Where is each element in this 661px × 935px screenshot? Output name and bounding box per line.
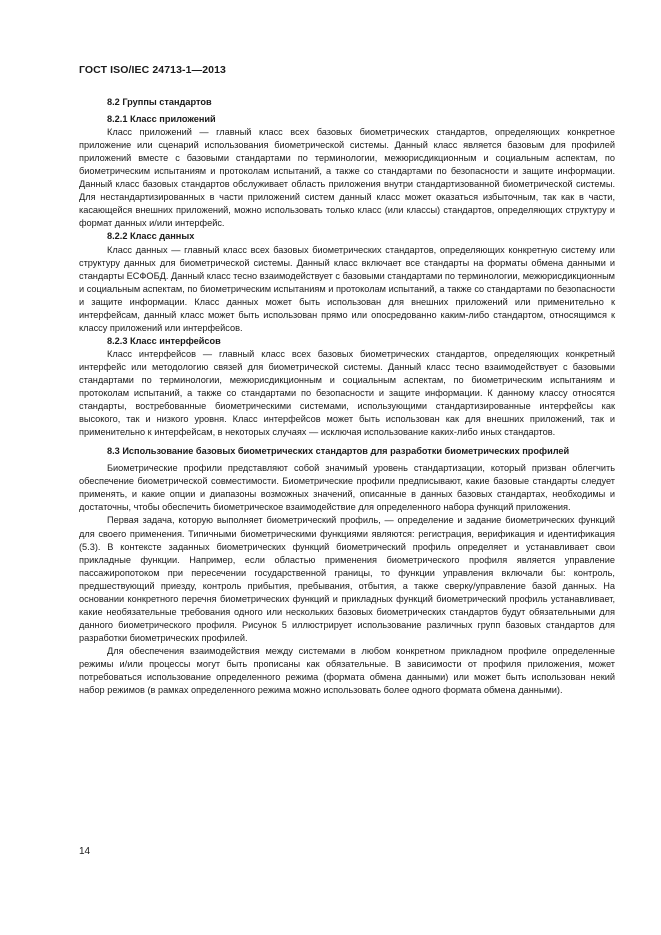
subsection-heading-8-2-1: 8.2.1 Класс приложений [107,114,216,125]
paragraph-data-class: Класс данных — главный класс всех базовых биометрических стандартов, определяющих конкретную систему или структуру данных для биометрической системы. Данный класс включает все стандарты на форматы обмена данными и стандарты ЕСФОБД. Данный класс тесно взаимодействует с базовыми стандартами по терминологии, межюрисдикционным и социальным аспектам, по биометрическим испытаниям и протоколам испытаний, а также со стандартами по безопасности и защите информации. Класс данных может быть использован для внешних приложений или применительно к интерфейсам, данный класс может быть использован прямо или опосредованно каким-либо стандартом, относящимся к классу приложений или интерфейсов. [79,244,615,333]
paragraph-profiles-intro: Биометрические профили представляют собой значимый уровень стандартизации, который призван облегчить обеспечение биометрической совместимости. Биометрические профили предписывают, какие базовые стандарты следует применять, и какие опции и диапазоны возможных значений, описанные в данных базовых стандартах, необходимы и достаточны, чтобы обеспечить биометрическое взаимодействие для определенного набора функций приложения. [79,463,615,513]
subsection-heading-8-2-3: 8.2.3 Класс интерфейсов [107,335,221,346]
paragraph-profiles-functions: Первая задача, которую выполняет биометрический профиль, — определение и задание биометрических функций для своего применения. Типичными биометрическими функциями являются: регистрация, верификация и идентификация (5.3). В контексте заданных биометрических функций биометрический профиль определяет и устанавливает свои прикладные функции. Например, если областью применения биометрического профиля является управление пассажиропотоком при пересечении государственной границы, то функции управления включали бы: контроль, предшествующий приезду, контроль прибытия, пребывания, отбытия, а также сверку/управление базой данных. На основании конкретного перечня биометрических функций и прикладных функций биометрический профиль устанавливает, какие необязательные требования одного или нескольких базовых биометрических стандартов будут обязательными для данного биометрического профиля. Рисунок 5 иллюстрирует использование различных групп базовых стандартов для разработки биометрических профилей. [79,515,615,643]
page-body [79,96,615,697]
section-heading-8-2: 8.2 Группы стандартов [107,97,212,107]
paragraph-interface-class: Класс интерфейсов — главный класс всех базовых биометрических стандартов, определяющих конкретный интерфейс или методологию связей для биометрической системы. Данный класс тесно взаимодействует с базовыми стандартами по терминологии, межюрисдикционным и социальным аспектам, по биометрическим испытаниям и протоколам испытаний, а также со стандартами по безопасности и защите информации. К данному классу относятся стандарты, востребованные биометрическими системами, использующими стандартизированные интерфейсы как высокого, так и низкого уровня. Класс интерфейсов может быть использован как для внешних приложений, так и применительно к интерфейсам, в некоторых случаях — исключая использование каких-либо иных стандартов. [79,348,615,438]
page-number: 14 [79,846,91,857]
paragraph-application-class: Класс приложений — главный класс всех базовых биометрических стандартов, определяющих конкретное приложение или сценарий использования биометрической системы. Данный класс является базовым для профилей приложений вместе с базовыми стандартами по терминологии, межюрисдикционным и социальным аспектам, по биометрическим испытаниям и протоколам испытаний, а также со стандартами по безопасности и защите информации. Данный класс базовых стандартов обслуживает область приложения внутри стандартизованной биометрической системы. Для нестандартизированных в части приложений систем данный класс может оказаться избыточным, так как в части, касающейся внешних приложений, можно использовать только класс (или классы) стандартов, определяющих структуру и формат данных и/или интерфейс. [79,127,615,229]
running-header: ГОСТ ISO/IEC 24713-1—2013 [79,64,226,76]
subsection-heading-8-2-2: 8.2.2 Класс данных [107,231,195,242]
paragraph-profiles-interaction: Для обеспечения взаимодействия между системами в любом конкретном прикладном профиле определенные режимы и/или процессы могут быть прописаны как обязательные. В зависимости от профиля приложения, может потребоваться использование определенного режима (формата обмена данными) или может быть использован некий набор режимов (в рамках определенного режима можно использовать более одного формата обмена данными). [79,645,615,696]
section-heading-8-3: 8.3 Использование базовых биометрических стандартов для разработки биометрических профилей [107,446,570,457]
